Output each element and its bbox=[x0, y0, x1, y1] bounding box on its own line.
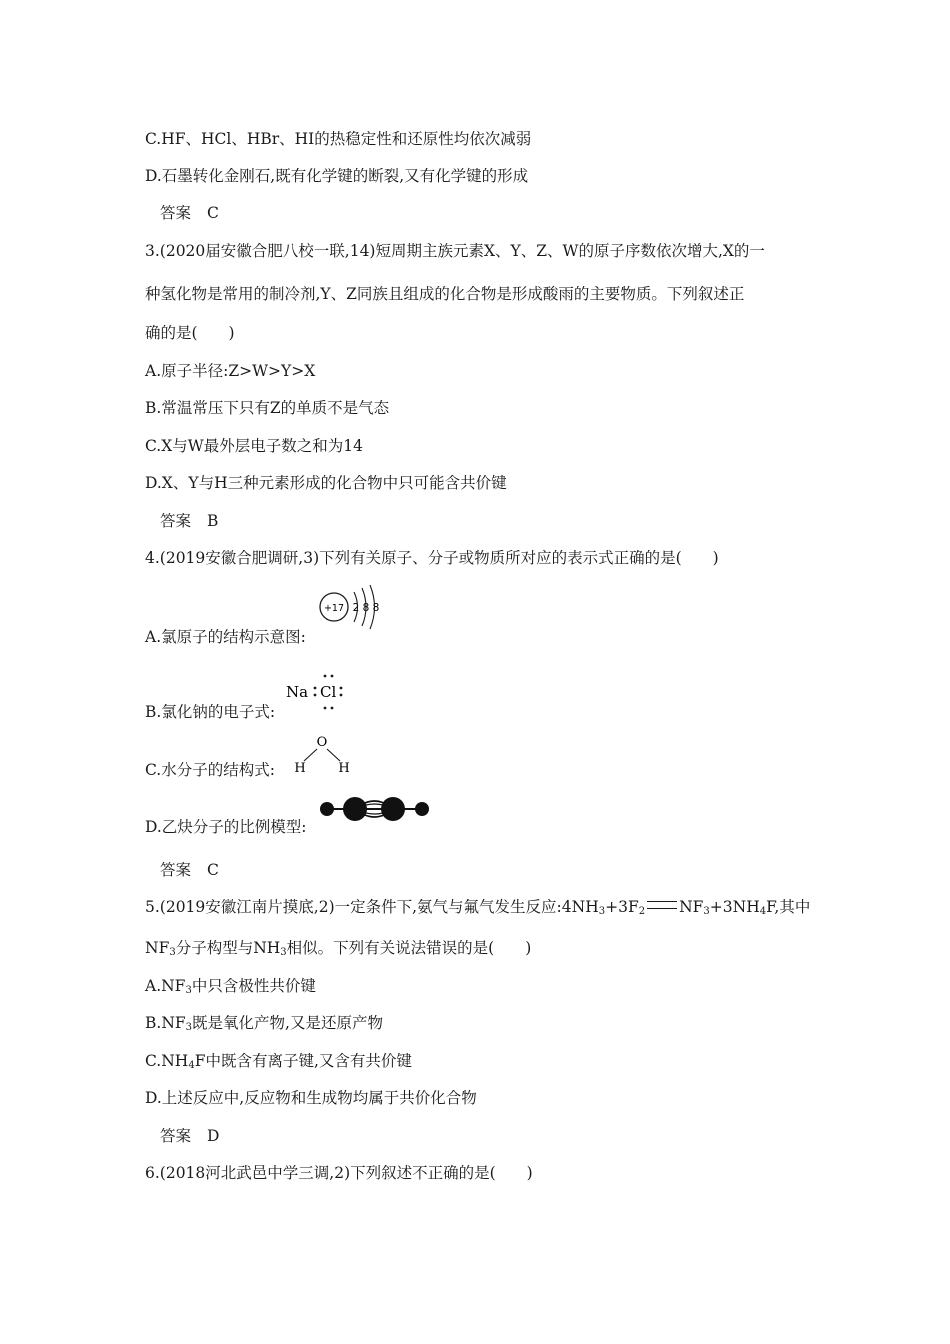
nacl-electron-formula bbox=[283, 670, 363, 714]
acetylene-model bbox=[315, 792, 433, 828]
water-structural-formula bbox=[290, 730, 356, 776]
subscript: 2 bbox=[638, 906, 646, 917]
subscript: 4 bbox=[759, 906, 767, 917]
q5b-text: 既是氧化产物,又是还原产物 bbox=[192, 1014, 383, 1032]
subscript: 3 bbox=[598, 906, 606, 917]
q5-option-d: D.上述反应中,反应物和生成物均属于共价化合物 bbox=[145, 1089, 477, 1107]
subscript: 3 bbox=[280, 947, 287, 958]
equals-sign bbox=[647, 901, 677, 909]
q5-answer bbox=[160, 1126, 219, 1146]
q2-option-c: C.HF、HCl、HBr、HI的热稳定性和还原性均依次减弱 bbox=[145, 130, 532, 148]
q5-text: +3NH bbox=[709, 898, 760, 916]
q5-option-b bbox=[145, 1013, 383, 1038]
q5-text: 分子构型与NH bbox=[175, 939, 281, 957]
q4-option-d: D.乙炔分子的比例模型: bbox=[145, 818, 307, 836]
answer-value: C bbox=[207, 861, 219, 879]
q5c-text: C.NH bbox=[145, 1052, 189, 1070]
q2-answer bbox=[160, 203, 219, 223]
q5-text: NF bbox=[145, 939, 170, 957]
q4-stem: 4.(2019安徽合肥调研,3)下列有关原子、分子或物质所对应的表示式正确的是( ) bbox=[145, 549, 719, 567]
q5-stem-line1 bbox=[145, 897, 810, 922]
subscript: 4 bbox=[188, 1060, 195, 1071]
q2-option-d: D.石墨转化金刚石,既有化学键的断裂,又有化学键的形成 bbox=[145, 167, 529, 185]
nacl-cl-label: Cl bbox=[320, 683, 337, 701]
q3-answer bbox=[160, 511, 218, 531]
q3-stem-line1: 3.(2020届安徽合肥八校一联,14)短周期主族元素X、Y、Z、W的原子序数依次增大,X的一 bbox=[145, 242, 765, 260]
q5-text: NF bbox=[679, 898, 704, 916]
q4-option-a: A.氯原子的结构示意图: bbox=[145, 628, 306, 646]
q5-text: F,其中 bbox=[766, 898, 811, 916]
q5b-text: B.NF bbox=[145, 1014, 186, 1032]
answer-label: 答案 bbox=[160, 512, 192, 530]
atom-nucleus-label: +17 bbox=[323, 603, 345, 614]
q5-text: +3F bbox=[605, 898, 639, 916]
answer-value: C bbox=[207, 204, 219, 222]
water-o-label: O bbox=[316, 735, 328, 750]
nacl-na-label: Na bbox=[286, 683, 309, 701]
q3-option-c: C.X与W最外层电子数之和为14 bbox=[145, 437, 363, 455]
q5-option-a bbox=[145, 976, 316, 1001]
answer-value: B bbox=[207, 512, 219, 530]
q3-option-d: D.X、Y与H三种元素形成的化合物中只可能含共价键 bbox=[145, 474, 507, 492]
answer-label: 答案 bbox=[160, 861, 192, 879]
subscript: 3 bbox=[703, 906, 710, 917]
q4-option-b: B.氯化钠的电子式: bbox=[145, 703, 276, 721]
answer-label: 答案 bbox=[160, 1127, 192, 1145]
atom-shells-label: 2 8 8 bbox=[352, 602, 380, 614]
q5-option-c bbox=[145, 1051, 412, 1076]
q3-option-b: B.常温常压下只有Z的单质不是气态 bbox=[145, 399, 390, 417]
water-h2-label: H bbox=[338, 761, 350, 776]
q5-text: 5.(2019安徽江南片摸底,2)一定条件下,氨气与氟气发生反应:4NH bbox=[145, 898, 599, 916]
q3-stem-line2: 种氢化物是常用的制冷剂,Y、Z同族且组成的化合物是形成酸雨的主要物质。下列叙述正 bbox=[145, 285, 745, 303]
q5a-text: 中只含极性共价键 bbox=[191, 977, 316, 995]
q5c-text: F中既含有离子键,又含有共价键 bbox=[194, 1052, 412, 1070]
q5a-text: A.NF bbox=[145, 977, 186, 995]
q3-option-a: A.原子半径:Z>W>Y>X bbox=[145, 362, 316, 380]
subscript: 3 bbox=[185, 1022, 193, 1033]
q5-stem-line2 bbox=[145, 938, 531, 963]
q3-stem-line3: 确的是( ) bbox=[145, 324, 235, 342]
q4-answer bbox=[160, 860, 219, 880]
q6-stem: 6.(2018河北武邑中学三调,2)下列叙述不正确的是( ) bbox=[145, 1164, 533, 1182]
answer-label: 答案 bbox=[160, 204, 192, 222]
q5-text: 相似。下列有关说法错误的是( ) bbox=[286, 939, 532, 957]
q4-option-c: C.水分子的结构式: bbox=[145, 761, 275, 779]
subscript: 3 bbox=[169, 947, 176, 958]
water-h1-label: H bbox=[294, 761, 306, 776]
subscript: 3 bbox=[185, 985, 192, 996]
chlorine-atom-diagram bbox=[317, 582, 385, 630]
answer-value: D bbox=[207, 1127, 220, 1145]
